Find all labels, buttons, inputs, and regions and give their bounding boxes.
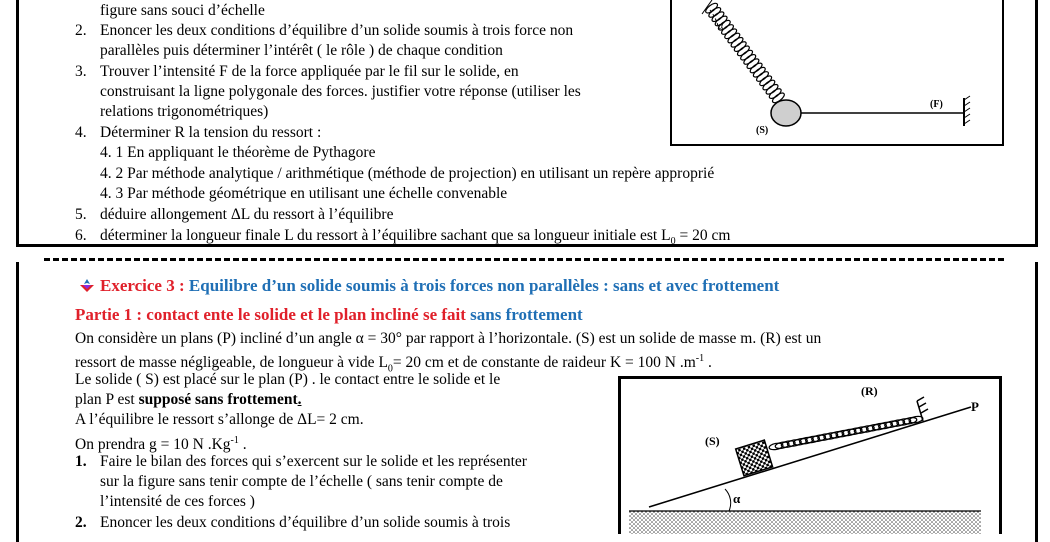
q2-number: 2. bbox=[75, 514, 87, 531]
f-label: (F) bbox=[930, 99, 943, 110]
s-label: (S) bbox=[756, 125, 769, 136]
para-line2: ressort de masse négligeable, de longueur à vide $L_0= 20$ cm et de constante de raideur K = 100 N $.m^{-1}$ . bbox=[75, 353, 712, 375]
para-line5: A l’équilibre le ressort s’allonge de ΔL= 2 cm. bbox=[75, 411, 364, 428]
item3-line1: Trouver l’intensité F de la force appliquée par le fil sur le solide, en bbox=[100, 63, 519, 80]
ball-solid bbox=[771, 100, 801, 126]
figure-spring-ball-wire bbox=[670, 0, 1004, 146]
alpha-label: α bbox=[733, 491, 741, 506]
q1-line2: sur la figure sans tenir compte de l’échelle ( sans tenir compte de bbox=[100, 473, 503, 490]
item2-line2: parallèles puis déterminer l’intérêt ( le rôle ) de chaque condition bbox=[100, 42, 503, 59]
item4-number: 4. bbox=[75, 124, 87, 141]
para-line4: plan P est supposé sans frottement. bbox=[75, 391, 302, 408]
spring-coil bbox=[704, 2, 786, 105]
inclined-plane bbox=[649, 407, 971, 507]
item6-number: 6. bbox=[75, 227, 87, 244]
subitem-4-1: 4. 1 En appliquant le théorème de Pythagore bbox=[100, 144, 376, 161]
q1-number: 1. bbox=[75, 453, 87, 470]
part1-heading: Partie 1 : contact ente le solide et le plan incliné se fait sans frottement bbox=[75, 305, 583, 324]
r-label: (R) bbox=[861, 384, 878, 398]
para-line3: Le solide ( S) est placé sur le plan (P) . le contact entre le solide et le bbox=[75, 371, 501, 388]
exercise3-title bbox=[80, 276, 779, 295]
spring-anchor bbox=[917, 397, 928, 421]
item4-line1: Déterminer R la tension du ressort : bbox=[100, 124, 322, 141]
item2-number: 2. bbox=[75, 22, 87, 39]
para-line1: On considère un plans (P) incliné d’un angle α = 30° par rapport à l’horizontale. (S) est un solide de masse m. (R) est un bbox=[75, 330, 822, 347]
alpha-label: α bbox=[718, 21, 724, 32]
p-label: P bbox=[971, 399, 979, 414]
item6-text: déterminer la longueur finale L du ressort à l’équilibre sachant que sa longueur initiale est $L_0 = 20$ cm bbox=[100, 227, 731, 248]
para-line6: On prendra g = 10 N $.Kg^{-1}$ . bbox=[75, 435, 247, 454]
arrow-bullet-icon bbox=[80, 279, 94, 292]
q1-line3: l’intensité de ces forces ) bbox=[100, 493, 255, 510]
item3-number: 3. bbox=[75, 63, 87, 80]
item3-line3: relations trigonométriques) bbox=[100, 103, 269, 120]
subitem-4-2: 4. 2 Par méthode analytique / arithmétique (méthode de projection) en utilisant un repère approprié bbox=[100, 165, 715, 182]
exercise3-heading: Equilibre d’un solide soumis à trois forces non parallèles : sans et avec frottement bbox=[188, 276, 780, 295]
item2-line1: Enoncer les deux conditions d’équilibre d’un solide soumis à trois force non bbox=[100, 22, 574, 39]
q1-line1: Faire le bilan des forces qui s’exercent sur le solide et les représenter bbox=[100, 453, 527, 470]
exercise3-label: Exercice 3 : bbox=[100, 276, 185, 295]
figure-inclined-plane bbox=[618, 376, 1002, 534]
item5-number: 5. bbox=[75, 206, 87, 223]
item5-text: déduire allongement ΔL du ressort à l’équilibre bbox=[100, 206, 394, 223]
angle-arc bbox=[725, 489, 731, 511]
ground bbox=[629, 511, 981, 534]
figure2-drawing bbox=[621, 379, 999, 534]
figure1-drawing bbox=[672, 0, 1002, 144]
subitem-4-3: 4. 3 Par méthode géométrique en utilisant une échelle convenable bbox=[100, 185, 508, 202]
section-separator bbox=[44, 258, 1004, 261]
q2-line1: Enoncer les deux conditions d’équilibre d’un solide soumis à trois bbox=[100, 514, 511, 531]
item3-line2: construisant la ligne polygonale des forces. justifier votre réponse (utiliser les bbox=[100, 83, 581, 100]
s-label: (S) bbox=[705, 434, 720, 448]
item1-continuation: figure sans souci d’échelle bbox=[100, 2, 265, 19]
